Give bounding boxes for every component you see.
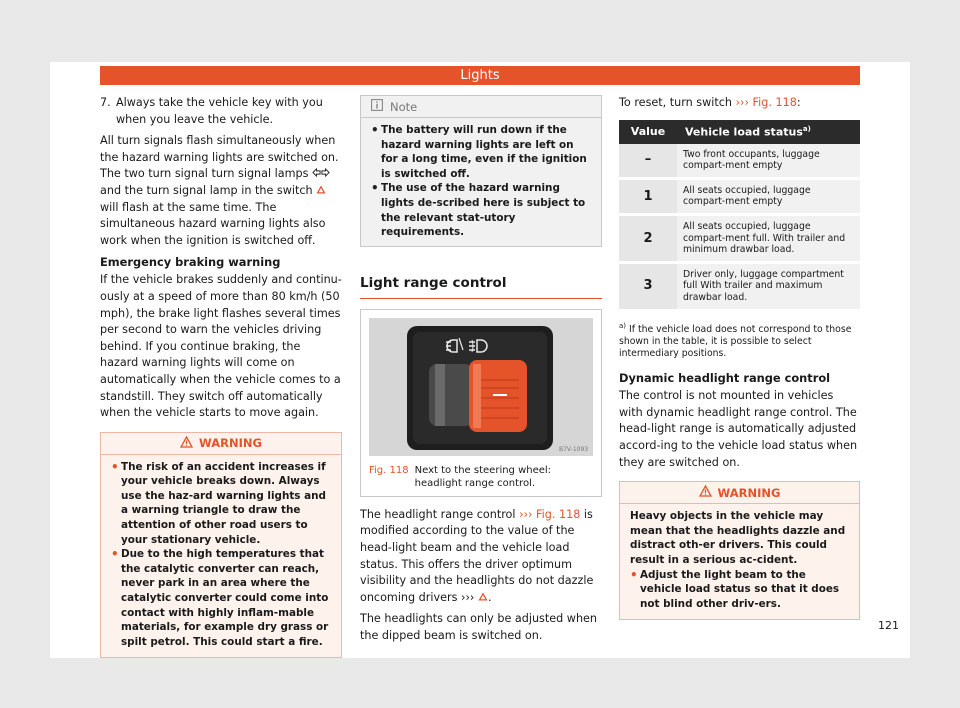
table-footnote	[619, 320, 860, 361]
reset-intro	[619, 95, 860, 112]
list-item	[100, 95, 342, 128]
footnote-ref: a)	[802, 124, 811, 133]
text-span: is modified according to the value of the head-light beam and the vehicle load status. This offers the driver optimum visibility and the headlights do not dazzle oncoming drivers	[360, 507, 594, 604]
value-cell: –	[619, 144, 677, 179]
bullet-text: The risk of an accident increases if your vehicle breaks down. Always use the haz-ard warning lights and a warning triangle to draw the attention of other road users to your stationary vehicle.	[121, 460, 326, 546]
warning-header	[620, 482, 859, 504]
image-code: B7V-1093	[559, 445, 589, 453]
headlight-range-control-photo	[369, 318, 593, 456]
footnote-text: If the vehicle load does not correspond to those shown in the table, it is possible to select intermediary positions.	[619, 323, 852, 360]
figure-link[interactable]: ››› Fig. 118	[519, 507, 581, 521]
note-box	[360, 95, 602, 247]
table-row	[619, 262, 860, 310]
text-span: :	[796, 96, 801, 109]
chapter-header: Lights	[100, 66, 860, 85]
value-cell: 1	[619, 178, 677, 214]
table-row	[619, 214, 860, 262]
desc-cell: Driver only, luggage compartment full With trailer and maximum drawbar load.	[677, 262, 860, 310]
warning-text: Heavy objects in the vehicle may mean that the headlights dazzle and distract oth-er drivers. This could result in a serious ac-cident.	[630, 510, 846, 566]
dynamic-range-paragraph: The control is not mounted in vehicles with dynamic headlight range control. The head-light range is automatically adjusted accord-ing to the vehicle load status when they are switched on.	[619, 389, 858, 469]
emergency-braking-paragraph: If the vehicle brakes suddenly and continu-ously at a speed of more than 80 km/h (50 mph), the brake light flashes several times per second to warn the vehicles driving behind. If you continue braking, the hazard warning lights will come on automatically when the vehicle comes to a standstill. They switch off automatically when the vehicle starts to move again.	[100, 273, 342, 420]
warning-box	[619, 481, 860, 620]
column-header-status	[677, 120, 860, 144]
figure-caption	[361, 464, 601, 496]
table-header-row	[619, 120, 860, 144]
warning-header	[101, 433, 341, 455]
bullet-text: The battery will run down if the hazard warning lights are left on for a long time, even if the ignition is switched off.	[381, 124, 587, 180]
table-row	[619, 144, 860, 179]
warning-bullet: • Due to the high temperatures that the catalytic converter can reach, never park in an area where the catalytic converter could come into contact with highly inflam-mable materials, for example dry grass or spilt petrol. This could start a fire.	[111, 547, 331, 649]
figure-label: Fig. 118	[369, 464, 409, 476]
hazard-triangle-icon	[316, 184, 326, 197]
desc-cell: All seats occupied, luggage compart-ment empty	[677, 178, 860, 214]
text-span: .	[487, 590, 492, 604]
column-left	[100, 95, 342, 658]
note-bullet: • The battery will run down if the hazard warning lights are left on for a long time, even if the ignition is switched off.	[371, 123, 591, 181]
figure-link[interactable]: ››› Fig. 118	[735, 96, 797, 109]
column-right	[619, 95, 860, 620]
column-header-value: Value	[619, 120, 677, 144]
cross-reference-arrows: ›››	[460, 590, 475, 604]
hazard-paragraph	[100, 133, 342, 249]
bullet-text: The use of the hazard warning lights de-scribed here is subject to the relevant stat-utory requirements.	[381, 182, 586, 239]
info-note-icon	[371, 99, 390, 114]
list-number: 7.	[100, 96, 111, 109]
note-label: Note	[390, 99, 418, 114]
dynamic-range-heading: Dynamic headlight range control	[619, 371, 831, 386]
warning-label: WARNING	[717, 485, 781, 500]
bullet-text: Due to the high temperatures that the catalytic converter can reach, never park in an area where the catalytic converter could come into contact with highly inflam-mable materials, for example dry grass or spilt petrol. This could start a fire.	[121, 548, 329, 648]
desc-cell: Two front occupants, luggage compart-ment empty	[677, 144, 860, 179]
text-span: will flash at the same time. The simultaneous hazard warning lights also work when the ignition is switched off.	[100, 200, 326, 247]
value-cell: 2	[619, 214, 677, 262]
text-span: All turn signals flash simultaneously when the hazard warning lights are switched on. The two turn signal turn signal lamps	[100, 134, 339, 181]
page-number: 121	[878, 619, 899, 632]
warning-bullet: • The risk of an accident increases if your vehicle breaks down. Always use the haz-ard warning lights and a warning triangle to draw the attention of other road users to your stationary vehicle.	[111, 460, 331, 548]
warning-triangle-icon	[180, 436, 199, 451]
figure-118	[360, 309, 602, 497]
note-body	[361, 118, 601, 246]
value-cell: 3	[619, 262, 677, 310]
headlight-range-paragraph	[360, 507, 602, 607]
footnote-mark: a)	[619, 321, 627, 330]
warning-bullet: • Adjust the light beam to the vehicle load status so that it does not blind other driv-ers.	[630, 568, 849, 612]
caption-text: Next to the steering wheel: headlight range control.	[414, 464, 552, 489]
list-text: Always take the vehicle key with you when you leave the vehicle.	[116, 96, 323, 126]
dipped-beam-paragraph: The headlights can only be adjusted when the dipped beam is switched on.	[360, 612, 598, 642]
warning-body	[101, 455, 341, 658]
emergency-braking-heading: Emergency braking warning	[100, 255, 281, 270]
table-row	[619, 178, 860, 214]
turn-signal-left-icon	[312, 167, 321, 180]
hazard-triangle-icon	[478, 591, 488, 604]
column-middle	[360, 95, 602, 650]
note-bullet: • The use of the hazard warning lights de-scribed here is subject to the relevant stat-utory requirements.	[371, 181, 591, 239]
warning-label: WARNING	[199, 436, 262, 451]
note-header	[361, 96, 601, 118]
warning-triangle-icon	[699, 485, 718, 500]
text-span: To reset, turn switch	[619, 96, 736, 109]
warning-box	[100, 432, 342, 659]
section-title: Light range control	[360, 275, 602, 299]
text-span: and the turn signal lamp in the switch	[100, 183, 317, 197]
text-span: The headlight range control	[360, 507, 520, 521]
header-text: Vehicle load status	[685, 125, 803, 139]
desc-cell: All seats occupied, luggage compart-ment full. With trailer and minimum drawbar load.	[677, 214, 860, 262]
load-status-table	[619, 120, 860, 312]
bullet-text: Adjust the light beam to the vehicle load status so that it does not blind other driv-ers.	[640, 568, 840, 610]
turn-signal-right-icon	[321, 167, 330, 180]
warning-body	[620, 504, 859, 619]
